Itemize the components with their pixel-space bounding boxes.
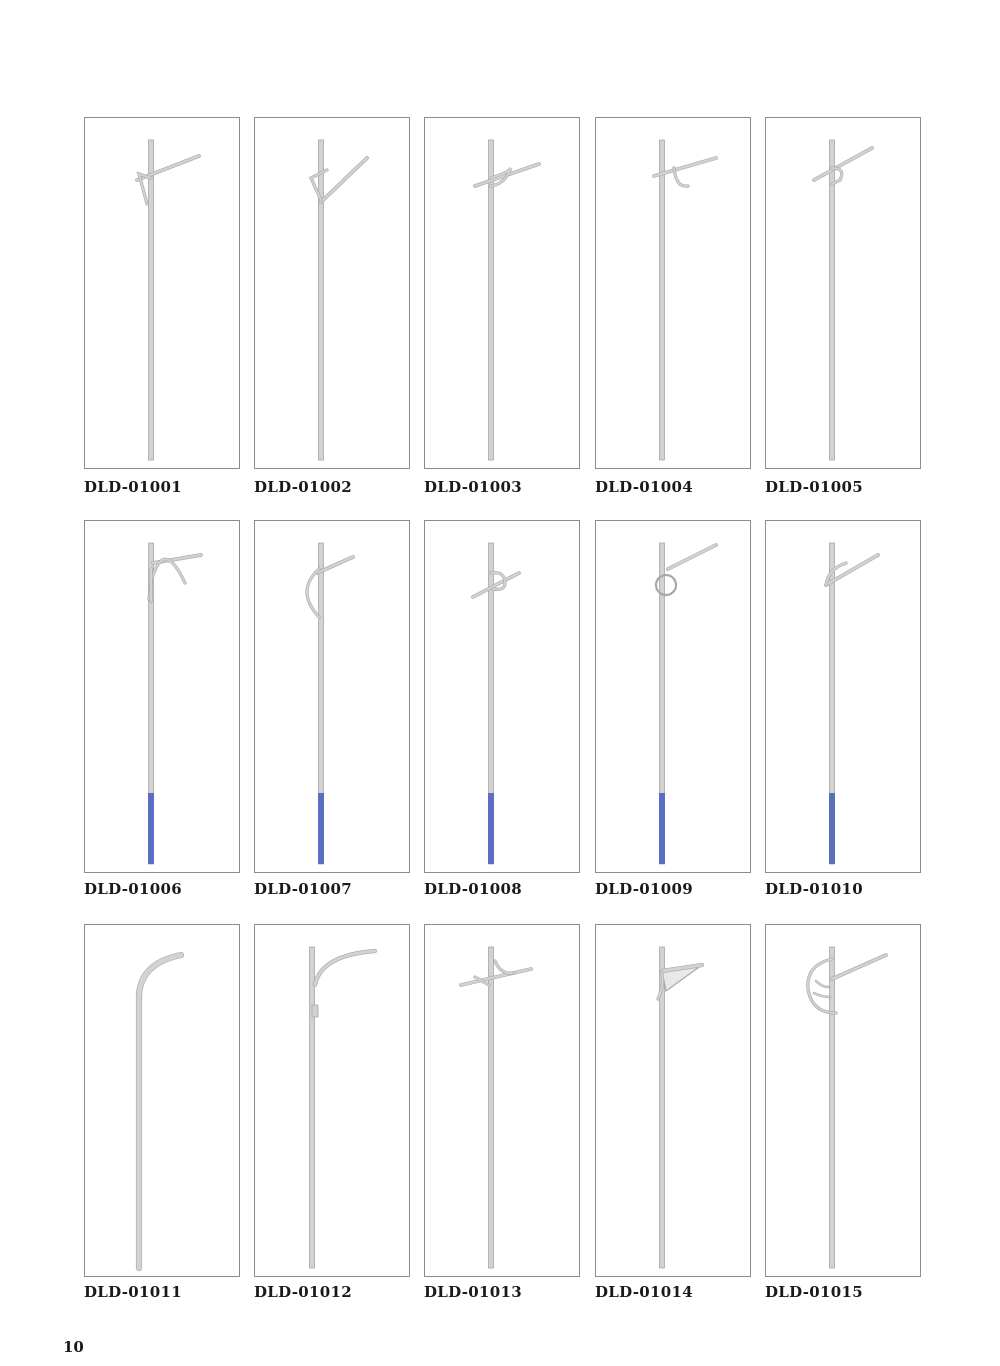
product-card: [84, 520, 240, 873]
street-light-pole-drawing: [255, 118, 411, 470]
product-code: DLD-01015: [765, 1283, 863, 1301]
pole-base: [318, 793, 324, 864]
product-card: [84, 117, 240, 469]
product-card: [424, 520, 580, 873]
product-code: DLD-01010: [765, 880, 863, 898]
luminaire-arm: [473, 573, 519, 597]
product-card: [595, 117, 751, 469]
product-code: DLD-01005: [765, 478, 863, 496]
street-light-pole-drawing: [85, 521, 241, 874]
product-code: DLD-01011: [84, 1283, 182, 1301]
street-light-pole-drawing: [85, 118, 241, 470]
arm-brace: [495, 961, 513, 973]
pole-shaft: [149, 140, 154, 460]
product-card: [424, 924, 580, 1277]
pole-shaft: [489, 140, 494, 460]
arm-brace: [307, 569, 319, 617]
product-code: DLD-01004: [595, 478, 693, 496]
pole-base: [488, 793, 494, 864]
product-code: DLD-01002: [254, 478, 352, 496]
pole-base: [829, 793, 835, 864]
street-light-pole-drawing: [596, 118, 752, 470]
street-light-pole-drawing: [425, 521, 581, 874]
street-light-pole-drawing: [85, 925, 241, 1278]
page-number: 10: [63, 1338, 84, 1356]
street-light-pole-drawing: [255, 925, 411, 1278]
luminaire-arm: [461, 969, 531, 985]
product-card: [424, 117, 580, 469]
product-card: [254, 520, 410, 873]
luminaire-arm: [668, 545, 716, 569]
product-card: [595, 924, 751, 1277]
street-light-pole-drawing: [255, 521, 411, 874]
ring-ornament: [656, 575, 676, 595]
arm-brace: [149, 559, 185, 599]
product-card: [595, 520, 751, 873]
street-light-pole-drawing: [766, 925, 922, 1278]
product-code: DLD-01003: [424, 478, 522, 496]
product-code: DLD-01006: [84, 880, 182, 898]
street-light-pole-drawing: [596, 925, 752, 1278]
mount-bracket: [312, 1005, 318, 1017]
luminaire-arm: [321, 158, 367, 202]
street-light-pole-drawing: [425, 925, 581, 1278]
pole-base: [148, 793, 154, 864]
product-card: [765, 924, 921, 1277]
street-light-pole-drawing: [596, 521, 752, 874]
street-light-pole-drawing: [766, 118, 922, 470]
product-code: DLD-01009: [595, 880, 693, 898]
pole-shaft: [319, 140, 324, 460]
pole-shaft: [660, 140, 665, 460]
pole-shaft: [139, 955, 181, 1268]
pole-shaft: [830, 947, 835, 1268]
arm-decoration: [814, 981, 830, 997]
product-card: [84, 924, 240, 1277]
product-code: DLD-01001: [84, 478, 182, 496]
product-code: DLD-01014: [595, 1283, 693, 1301]
luminaire-arm: [315, 951, 375, 985]
product-card: [765, 520, 921, 873]
pole-shaft: [489, 947, 494, 1268]
product-card: [254, 924, 410, 1277]
product-code: DLD-01008: [424, 880, 522, 898]
product-code: DLD-01013: [424, 1283, 522, 1301]
pole-shaft: [310, 947, 315, 1268]
luminaire-arm: [832, 955, 886, 979]
street-light-pole-drawing: [425, 118, 581, 470]
street-light-pole-drawing: [766, 521, 922, 874]
product-code: DLD-01007: [254, 880, 352, 898]
pole-base: [659, 793, 665, 864]
pole-shaft: [830, 140, 835, 460]
product-card: [765, 117, 921, 469]
product-code: DLD-01012: [254, 1283, 352, 1301]
product-card: [254, 117, 410, 469]
